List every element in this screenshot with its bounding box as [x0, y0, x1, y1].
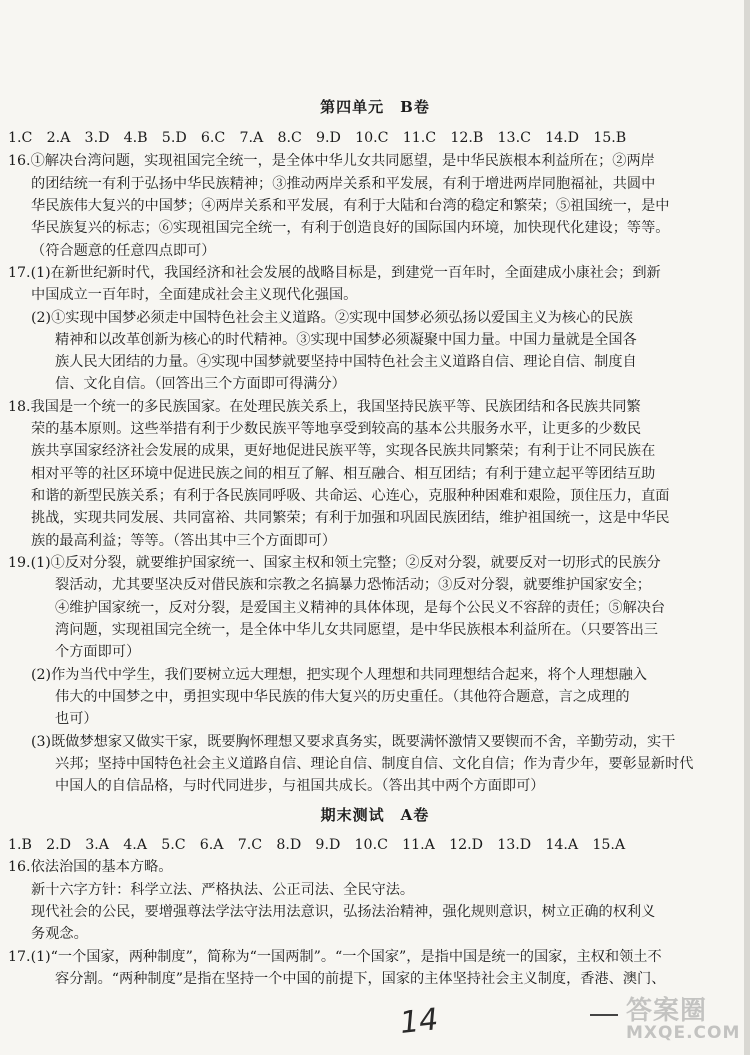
answer-line: 中国人的自信品格，与时代同进步，与祖国共成长。（答出其中两个方面即可） [55, 778, 545, 794]
answer-line: 兴邦；坚持中国特色社会主义道路自信、理论自信、制度自信、文化自信；作为青少年，要彰显新时代 [55, 756, 694, 772]
answer-line: （符合题意的任意四点即可） [31, 243, 216, 259]
answer-line: 17.(1)在新世纪新时代，我国经济和社会发展的战略目标是，到建党一百年时，全面建成小康社会；到新 [8, 265, 661, 281]
answer-line: 的团结统一有利于弘扬中华民族精神；③推动两岸关系和平发展，有利于增进两岸同胞福祉，共圆中 [31, 176, 656, 192]
answer-line: 族共享国家经济社会发展的成果，更好地促进民族平等，实现各民族共同繁荣；有利于让不同民族在 [31, 443, 656, 459]
answer-line: 相对平等的社区环境中促进民族之间的相互了解、相互融合、相互团结；有利于建立起平等团结互助 [31, 466, 656, 482]
answer-line: 19.(1)①反对分裂，就要维护国家统一、国家主权和领土完整；②反对分裂，就要反对一切形式的民族分 [8, 555, 661, 571]
watermark-title: 答案圈 [626, 996, 708, 1026]
answer-line: 16.依法治国的基本方略。 [8, 859, 173, 875]
answer-line: 和谐的新型民族关系；有利于各民族同呼吸、共命运、心连心，克服种种困难和艰险，顶住压力，直面 [31, 488, 670, 504]
page-mark [590, 1014, 618, 1016]
answer-line: 挑战，实现共同发展、共同富裕、共同繁荣；有利于加强和巩固民族团结，维护祖国统一，这是中华民 [31, 510, 670, 526]
answer-line: 18.我国是一个统一的多民族国家。在处理民族关系上，我国坚持民族平等、民族团结和各民族共同繁 [8, 399, 641, 415]
answer-line: 务观念。 [31, 926, 88, 942]
watermark-logo [626, 990, 744, 1050]
answer-line: 族人民大团结的力量。④实现中国梦就要坚持中国特色社会主义道路自信、理论自信、制度自 [55, 354, 637, 370]
answer-line: (2)①实现中国梦必须走中国特色社会主义道路。②实现中国梦必须弘扬以爱国主义为核心的民族 [31, 310, 633, 326]
answer-line: 族的最高利益；等等。（答出其中三个方面即可） [31, 533, 337, 549]
multiple-choice-answers: 1.C 2.A 3.D 4.B 5.D 6.C 7.A 8.C 9.D 10.C 11.C 12.B 13.C 14.D 15.B [8, 130, 627, 146]
section-title: 期末测试 A卷 [320, 806, 430, 824]
answer-line: 16.①解决台湾问题，实现祖国完全统一，是全体中华儿女共同愿望，是中华民族根本利益所在；②两岸 [8, 153, 655, 169]
answer-line: 容分割。“两种制度”是指在坚持一个中国的前提下，国家的主体坚持社会主义制度，香港、澳门、 [55, 971, 666, 987]
answer-line: 中国成立一百年时，全面建成社会主义现代化强国。 [31, 287, 358, 303]
scan-edge [744, 0, 750, 1055]
answer-line: ④维护国家统一，反对分裂，是爱国主义精神的具体体现，是每个公民义不容辞的责任；⑤解决台 [55, 600, 666, 616]
answer-line: (3)既做梦想家又做实干家，既要胸怀理想又要求真务实，既要满怀激情又要锲而不舍，辛勤劳动，实干 [31, 734, 676, 750]
answer-line: 17.(1)“一个国家，两种制度”，简称为“一国两制”。“一个国家”，是指中国是统一的国家，主权和领土不 [8, 949, 662, 965]
section-title: 第四单元 B卷 [320, 98, 430, 116]
page-number: 14 [398, 1002, 440, 1041]
answer-line: 信、文化自信。（回答出三个方面即可得满分） [55, 376, 346, 392]
answer-line: 也可） [55, 711, 98, 727]
watermark-url: MXQE.COM [626, 1023, 741, 1043]
multiple-choice-answers: 1.B 2.D 3.A 4.A 5.C 6.A 7.C 8.D 9.D 10.C 11.A 12.D 13.D 14.A 15.A [8, 837, 626, 853]
answer-line: 伟大的中国梦之中，勇担实现中华民族的伟大复兴的历史重任。（其他符合题意，言之成理的 [55, 689, 630, 705]
answer-line: 精神和以改革创新为核心的时代精神。③实现中国梦必须凝聚中国力量。中国力量就是全国各 [55, 332, 637, 348]
answer-line: 华民族复兴的标志；⑥实现祖国完全统一，有利于创造良好的国际国内环境，加快现代化建设；等等。 [31, 220, 670, 236]
answer-line: 现代社会的公民，要增强尊法学法守法用法意识，弘扬法治精神，强化规则意识，树立正确的权利义 [31, 904, 656, 920]
answer-line: 华民族伟大复兴的中国梦；④两岸关系和平发展，有利于大陆和台湾的稳定和繁荣；⑤祖国统一，是中 [31, 198, 670, 214]
answer-line: 个方面即可） [55, 644, 141, 660]
answer-line: 裂活动，尤其要坚决反对借民族和宗教之名搞暴力恐怖活动；③反对分裂，就要维护国家安全； [55, 577, 651, 593]
answer-line: 荣的基本原则。这些举措有利于少数民族平等地享受到较高的基本公共服务水平，让更多的少数民 [31, 421, 642, 437]
answer-line: 新十六字方针：科学立法、严格执法、公正司法、全民守法。 [31, 882, 415, 898]
answer-line: (2)作为当代中学生，我们要树立远大理想，把实现个人理想和共同理想结合起来，将个人理想融入 [31, 667, 647, 683]
answer-line: 湾问题，实现祖国完全统一，是全体中华儿女共同愿望，是中华民族根本利益所在。（只要答出三 [55, 622, 658, 638]
